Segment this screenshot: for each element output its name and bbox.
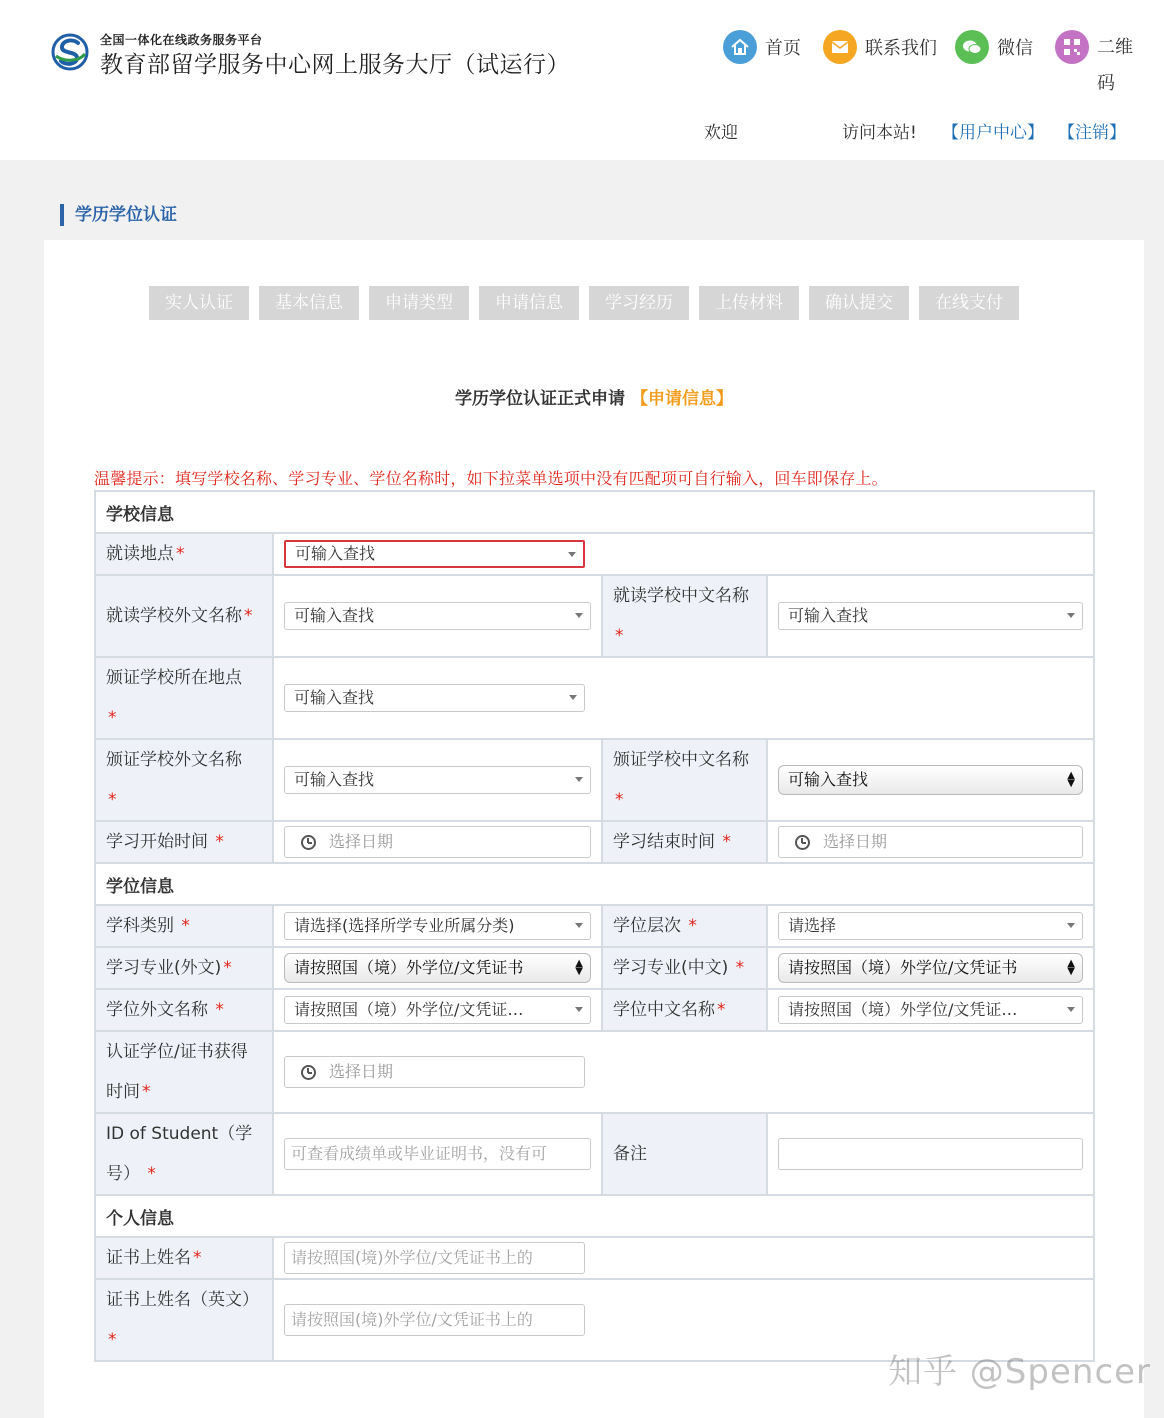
- nav-qrcode-label: 二维码: [1097, 37, 1133, 94]
- step-item: 上传材料: [699, 286, 799, 320]
- current-step-label: 【申请信息】: [631, 389, 733, 409]
- welcome-text: 欢迎: [704, 123, 738, 143]
- site-logo-icon: [50, 32, 90, 72]
- tip-text: 温馨提示：填写学校名称、学习专业、学位名称时，如下拉菜单选项中没有匹配项可自行输入，回车即保存上。: [94, 469, 888, 488]
- dropdown-arrow-icon: [575, 1007, 583, 1012]
- nav-home[interactable]: [723, 30, 801, 68]
- issuer-cn-name-label: 颁证学校中文名称 *: [602, 739, 767, 821]
- issuer-foreign-name-label: 颁证学校外文名称 *: [95, 739, 273, 821]
- issuer-location-select[interactable]: 可输入查找: [284, 684, 585, 712]
- form-title: 学历学位认证正式申请: [455, 389, 625, 409]
- clock-icon: [301, 835, 316, 850]
- nav-wechat-label: 微信: [997, 38, 1033, 59]
- study-location-select[interactable]: 可输入查找: [284, 540, 585, 568]
- obtain-date-picker[interactable]: 选择日期: [284, 1056, 585, 1088]
- dropdown-arrow-icon: [575, 777, 583, 782]
- qrcode-icon: [1055, 30, 1089, 64]
- wechat-icon: [955, 30, 989, 64]
- step-item: 基本信息: [259, 286, 359, 320]
- step-item: 实人认证: [149, 286, 249, 320]
- degree-cn-name-label: 学位中文名称 *: [602, 989, 767, 1031]
- mail-icon: [823, 30, 857, 64]
- issuer-location-label: 颁证学校所在地点 *: [95, 657, 273, 739]
- cert-name-input[interactable]: 请按照国(境)外学位/文凭证书上的: [284, 1242, 585, 1274]
- nav-contact-label: 联系我们: [865, 38, 937, 59]
- updown-arrow-icon: ▲ ▼: [1067, 770, 1075, 789]
- major-foreign-label: 学习专业(外文) *: [95, 947, 273, 989]
- platform-subtitle: 全国一体化在线政务服务平台: [100, 33, 263, 47]
- school-cn-name-select[interactable]: 可输入查找: [778, 602, 1083, 630]
- degree-level-label: 学位层次 *: [602, 905, 767, 947]
- issuer-cn-name-select[interactable]: 可输入查找 ▲ ▼: [778, 765, 1083, 795]
- dropdown-arrow-icon: [1067, 1007, 1075, 1012]
- home-icon: [723, 30, 757, 64]
- clock-icon: [795, 835, 810, 850]
- dropdown-arrow-icon: [1067, 923, 1075, 928]
- obtain-date-label: 认证学位/证书获得时间 *: [95, 1031, 273, 1113]
- form-heading: [44, 384, 1144, 409]
- nav-contact[interactable]: [823, 30, 937, 68]
- cert-name-label: 证书上姓名 *: [95, 1237, 273, 1279]
- personal-section-header: 个人信息: [95, 1195, 1094, 1237]
- remark-label: 备注: [602, 1113, 767, 1195]
- logout-link[interactable]: 【注销】: [1058, 123, 1126, 143]
- form-card: [44, 240, 1144, 1418]
- user-center-link[interactable]: 【用户中心】: [942, 123, 1044, 143]
- dropdown-arrow-icon: [569, 695, 577, 700]
- step-item: 申请信息: [479, 286, 579, 320]
- site-title: 教育部留学服务中心网上服务大厅（试运行）: [100, 52, 570, 78]
- step-item: 申请类型: [369, 286, 469, 320]
- step-item: 确认提交: [809, 286, 909, 320]
- dropdown-arrow-icon: [1067, 613, 1075, 618]
- clock-icon: [301, 1065, 316, 1080]
- student-id-label: ID of Student（学号） *: [95, 1113, 273, 1195]
- updown-arrow-icon: ▲ ▼: [575, 958, 583, 977]
- remark-input[interactable]: [778, 1138, 1083, 1170]
- subject-category-label: 学科类别 *: [95, 905, 273, 947]
- study-location-label: 就读地点 *: [95, 533, 273, 575]
- step-item: 学习经历: [589, 286, 689, 320]
- dropdown-arrow-icon: [575, 613, 583, 618]
- cert-name-en-input[interactable]: 请按照国(境)外学位/文凭证书上的: [284, 1304, 585, 1336]
- school-cn-name-label: 就读学校中文名称 *: [602, 575, 767, 657]
- step-item: 在线支付: [919, 286, 1019, 320]
- site-header: [0, 0, 1164, 160]
- watermark: 知乎 @Spencer: [888, 1352, 1152, 1392]
- start-date-picker[interactable]: 选择日期: [284, 826, 591, 858]
- degree-section-header: 学位信息: [95, 863, 1094, 905]
- subject-category-select[interactable]: 请选择(选择所学专业所属分类): [284, 912, 591, 940]
- end-date-label: 学习结束时间 *: [602, 821, 767, 863]
- application-form: [94, 490, 1095, 1362]
- updown-arrow-icon: ▲ ▼: [1067, 958, 1075, 977]
- major-foreign-select[interactable]: 请按照国（境）外学位/文凭证书 ▲ ▼: [284, 953, 591, 983]
- visit-text: 访问本站!: [842, 123, 917, 143]
- nav-wechat[interactable]: [955, 30, 1033, 68]
- degree-foreign-name-select[interactable]: 请按照国（境）外学位/文凭证…: [284, 996, 591, 1024]
- school-section-header: 学校信息: [95, 491, 1094, 533]
- major-cn-label: 学习专业(中文) *: [602, 947, 767, 989]
- step-bar: [149, 286, 1029, 320]
- nav-qrcode[interactable]: [1055, 30, 1137, 102]
- degree-cn-name-select[interactable]: 请按照国（境）外学位/文凭证…: [778, 996, 1083, 1024]
- degree-level-select[interactable]: 请选择: [778, 912, 1083, 940]
- major-cn-select[interactable]: 请按照国（境）外学位/文凭证书 ▲ ▼: [778, 953, 1083, 983]
- student-id-input[interactable]: 可查看成绩单或毕业证明书，没有可: [284, 1138, 591, 1170]
- cert-name-en-label: 证书上姓名（英文） *: [95, 1279, 273, 1361]
- dropdown-arrow-icon: [568, 552, 576, 557]
- degree-foreign-name-label: 学位外文名称 *: [95, 989, 273, 1031]
- issuer-foreign-name-select[interactable]: 可输入查找: [284, 766, 591, 794]
- school-foreign-name-label: 就读学校外文名称 *: [95, 575, 273, 657]
- section-title: 学历学位认证: [60, 204, 177, 226]
- nav-home-label: 首页: [765, 38, 801, 59]
- school-foreign-name-select[interactable]: 可输入查找: [284, 602, 591, 630]
- end-date-picker[interactable]: 选择日期: [778, 826, 1083, 858]
- dropdown-arrow-icon: [575, 923, 583, 928]
- start-date-label: 学习开始时间 *: [95, 821, 273, 863]
